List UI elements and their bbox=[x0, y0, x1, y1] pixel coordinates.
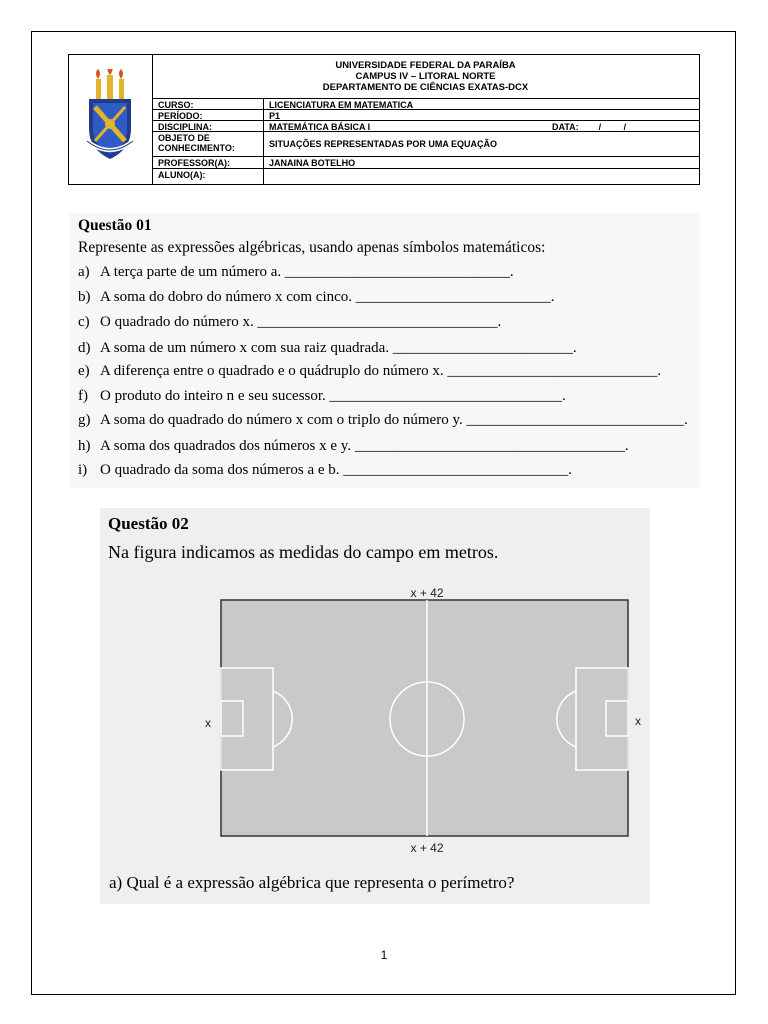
question-2 bbox=[100, 508, 650, 904]
row-periodo bbox=[152, 110, 699, 121]
row-label: PROFESSOR(A): bbox=[158, 158, 230, 168]
university-logo-cell bbox=[69, 55, 153, 184]
label-top: x + 42 bbox=[410, 586, 444, 600]
question-1-item-d[interactable]: d) A soma de um número x com sua raiz quadrada. ________________________. bbox=[78, 340, 577, 356]
row-curso bbox=[152, 99, 699, 110]
label-bottom: x + 42 bbox=[410, 841, 444, 855]
row-disciplina bbox=[152, 121, 699, 132]
row-professor bbox=[152, 157, 699, 169]
label-right: x bbox=[635, 714, 641, 728]
row-label: ALUNO(A): bbox=[158, 170, 206, 180]
question-1-item-i[interactable]: i) O quadrado da soma dos números a e b. ______________________________. bbox=[78, 462, 573, 478]
date-field[interactable]: DATA: / / bbox=[552, 122, 627, 132]
row-value: P1 bbox=[269, 111, 281, 121]
document-header bbox=[68, 54, 700, 185]
row-value: LICENCIATURA EM MATEMATICA bbox=[269, 100, 414, 110]
question-2-intro: Na figura indicamos as medidas do campo em metros. bbox=[108, 542, 499, 562]
row-value: JANAINA BOTELHO bbox=[269, 158, 356, 168]
university-crest-icon bbox=[85, 69, 135, 165]
soccer-field bbox=[221, 600, 628, 836]
question-2-item-a[interactable]: a) Qual é a expressão algébrica que representa o perímetro? bbox=[109, 873, 515, 892]
campus-name: CAMPUS IV – LITORAL NORTE bbox=[355, 71, 496, 82]
row-aluno bbox=[152, 169, 699, 184]
question-2-title: Questão 02 bbox=[108, 514, 189, 533]
soccer-field-figure bbox=[100, 508, 650, 904]
label-left: x bbox=[205, 716, 211, 730]
row-objeto bbox=[152, 132, 699, 157]
question-1-item-g[interactable]: g) A soma do quadrado do número x com o triplo do número y. _____________________________. bbox=[78, 412, 688, 428]
question-1 bbox=[70, 213, 700, 488]
row-label: DISCIPLINA: bbox=[158, 122, 212, 132]
row-value: SITUAÇÕES REPRESENTADAS POR UMA EQUAÇÃO bbox=[269, 139, 498, 149]
question-1-title: Questão 01 bbox=[78, 217, 152, 234]
university-name: UNIVERSIDADE FEDERAL DA PARAÍBA bbox=[335, 60, 516, 71]
question-1-item-e[interactable]: e) A diferença entre o quadrado e o quádruplo do número x. ____________________________. bbox=[78, 363, 662, 379]
question-1-item-f[interactable]: f) O produto do inteiro n e seu sucessor. _______________________________. bbox=[78, 388, 566, 404]
row-label: OBJETO DE CONHECIMENTO: bbox=[158, 133, 235, 153]
question-1-item-h[interactable]: h) A soma dos quadrados dos números x e y. ____________________________________. bbox=[78, 438, 629, 454]
row-label: CURSO: bbox=[158, 100, 194, 110]
page-number: 1 bbox=[380, 948, 388, 962]
row-value: MATEMÁTICA BÁSICA I bbox=[269, 122, 371, 132]
question-1-item-b[interactable]: b) A soma do dobro do número x com cinco. __________________________. bbox=[78, 289, 555, 305]
row-label: PERÍODO: bbox=[158, 111, 203, 121]
department-name: DEPARTAMENTO DE CIÊNCIAS EXATAS-DCX bbox=[322, 82, 529, 93]
question-1-item-a[interactable]: a) A terça parte de um número a. ______________________________. bbox=[78, 264, 514, 280]
question-1-item-c[interactable]: c) O quadrado do número x. ________________________________. bbox=[78, 314, 502, 330]
institution-block bbox=[152, 55, 699, 99]
question-1-intro: Represente as expressões algébricas, usando apenas símbolos matemáticos: bbox=[78, 239, 546, 256]
